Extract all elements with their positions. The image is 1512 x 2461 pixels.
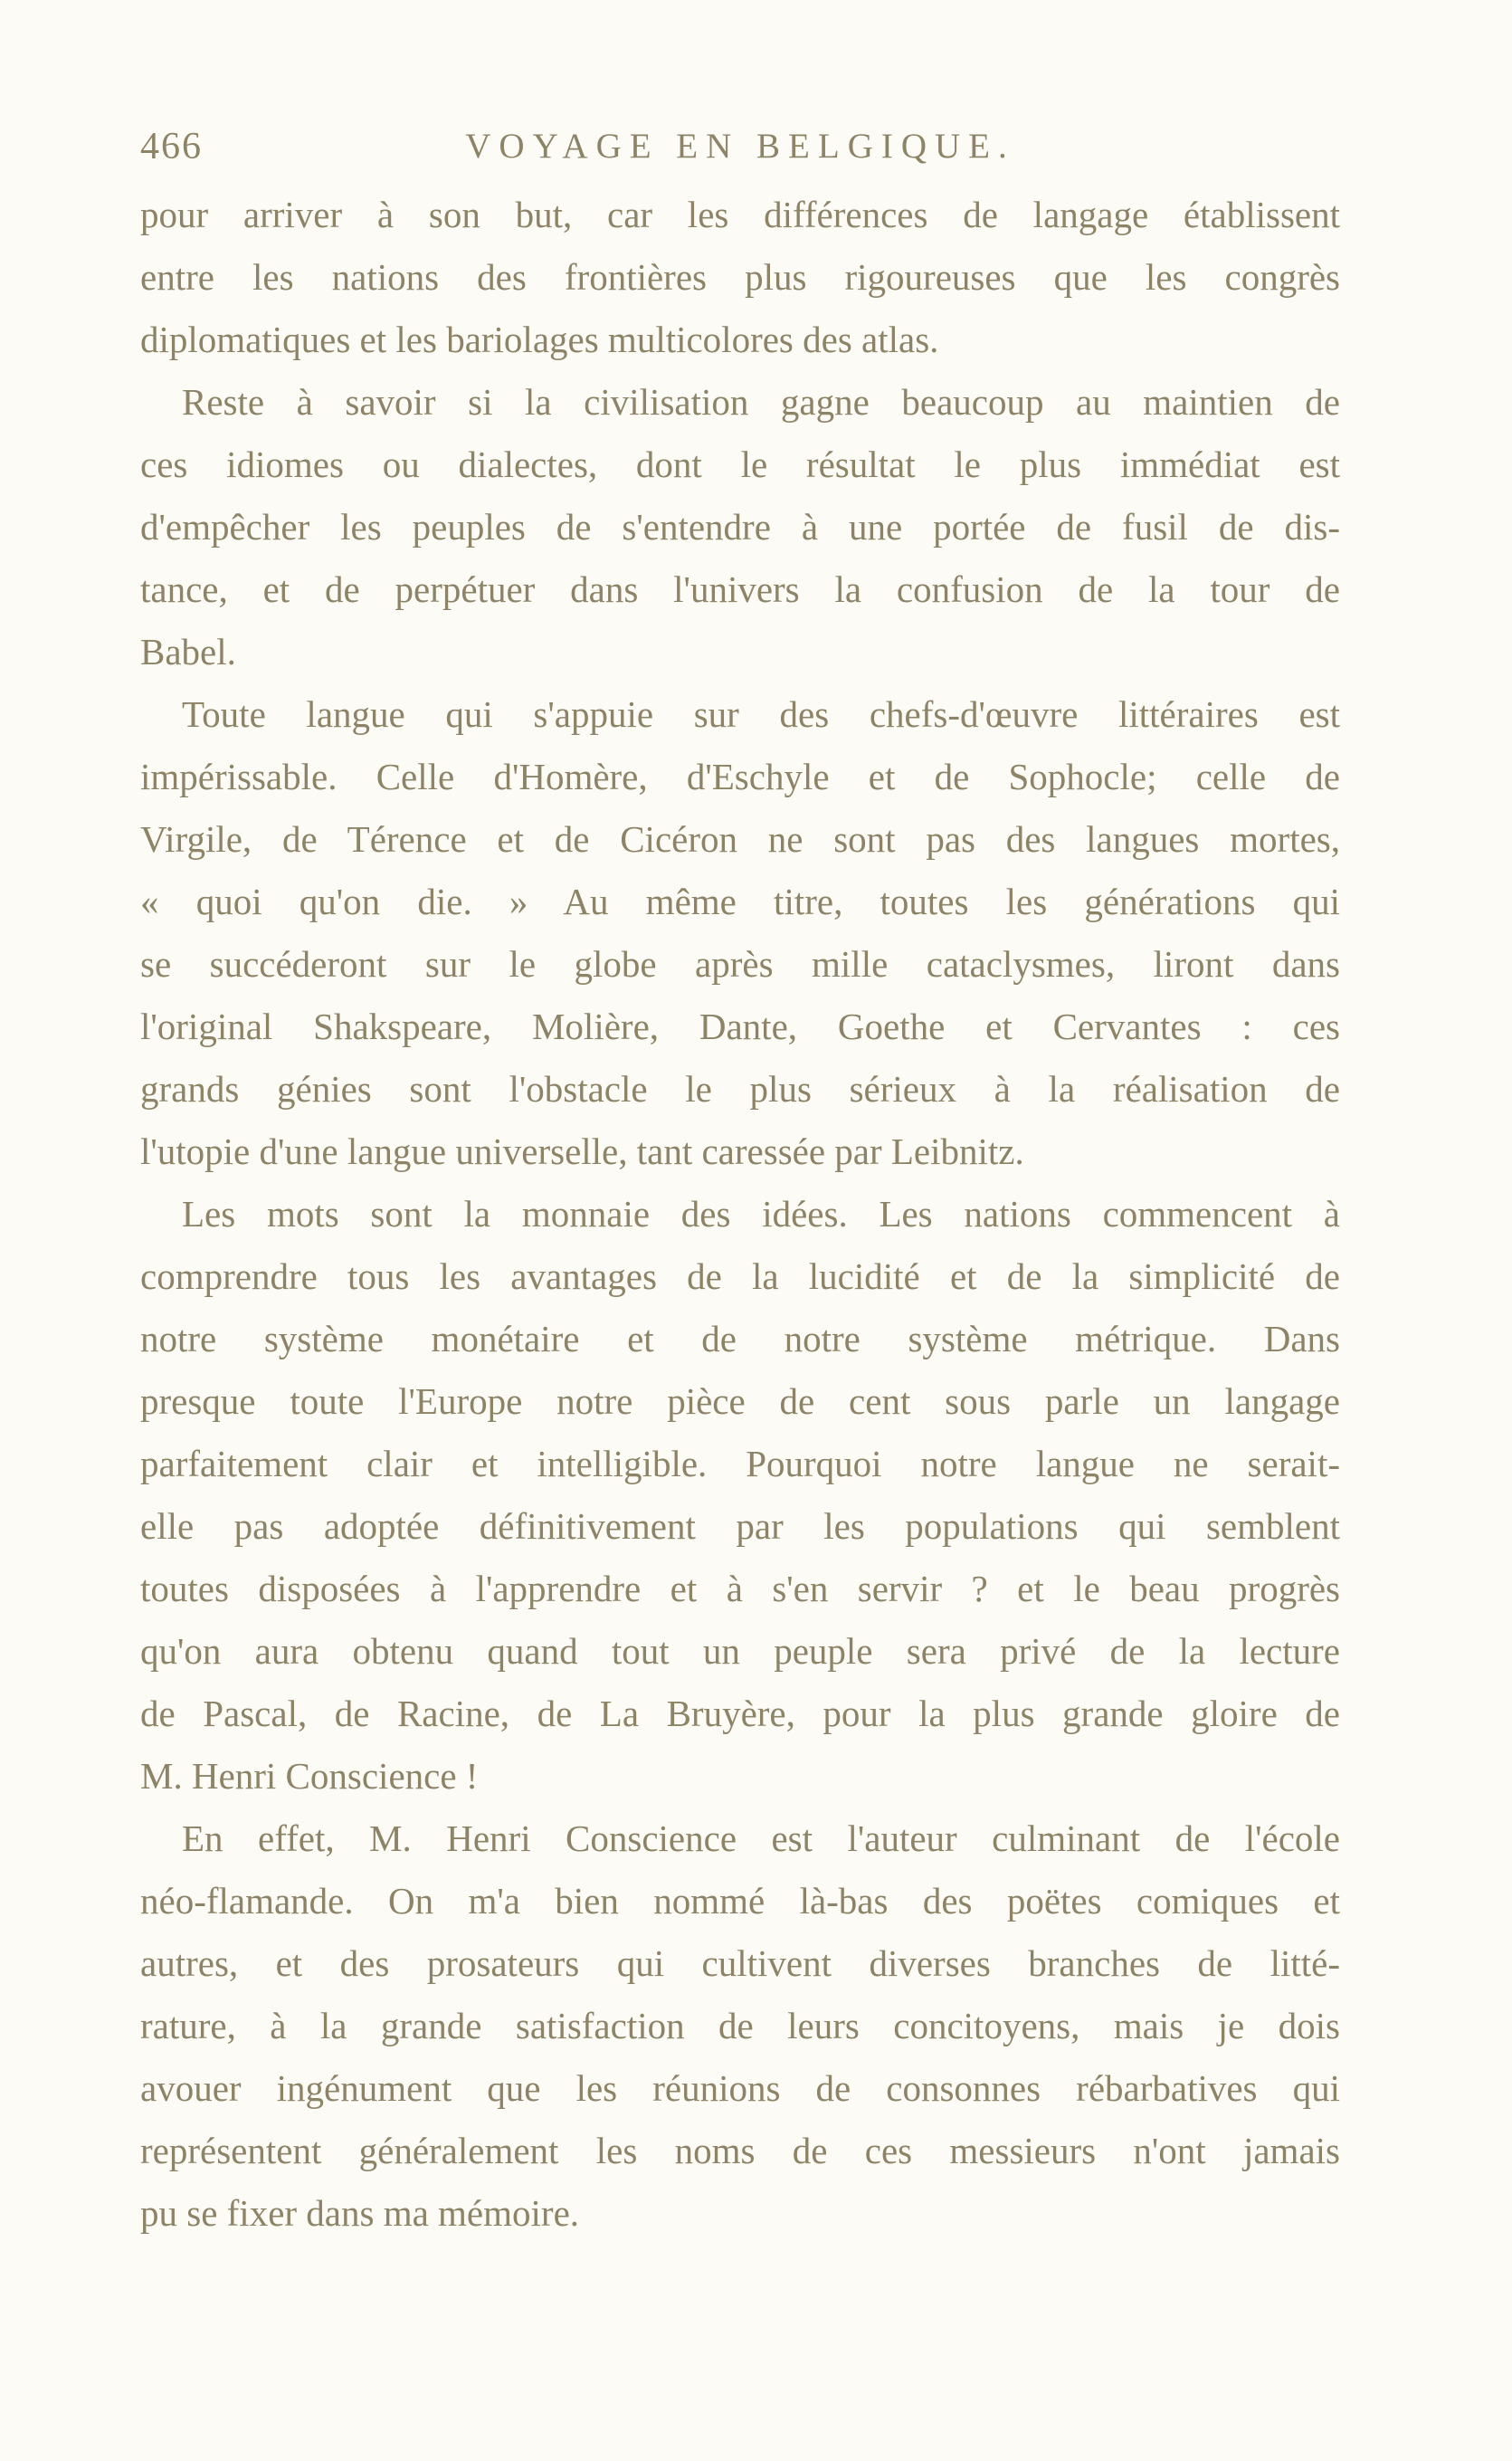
text-line: avouer ingénument que les réunions de consonnes rébarbatives qui (140, 2067, 1340, 2109)
text-line: elle pas adoptée définitivement par les populations qui semblent (140, 1505, 1340, 1547)
text-line: néo-flamande. On m'a bien nommé là-bas des poëtes comiques et (140, 1880, 1340, 1922)
page-number: 466 (140, 126, 203, 167)
text-line: l'utopie d'une langue universelle, tant caressée par Leibnitz. (140, 1130, 1024, 1172)
page-body (140, 184, 1340, 2245)
text-line: autres, et des prosateurs qui cultivent diverses branches de litté- (140, 1942, 1340, 1984)
paragraph (140, 371, 1340, 683)
text-line: rature, à la grande satisfaction de leurs concitoyens, mais je dois (140, 2005, 1340, 2046)
text-line: notre système monétaire et de notre système métrique. Dans (140, 1318, 1340, 1359)
paragraph (140, 1808, 1340, 2245)
paragraph (140, 1183, 1340, 1808)
text-line: « quoi qu'on die. » Au même titre, toutes les générations qui (140, 881, 1340, 922)
text-line: presque toute l'Europe notre pièce de cent sous parle un langage (140, 1380, 1340, 1422)
text-line: de Pascal, de Racine, de La Bruyère, pour la plus grande gloire de (140, 1693, 1340, 1734)
text-line: pour arriver à son but, car les différences de langage établissent (140, 194, 1340, 235)
paragraph (140, 184, 1340, 371)
text-line: Babel. (140, 631, 236, 672)
text-line: l'original Shakspeare, Molière, Dante, Goethe et Cervantes : ces (140, 1006, 1340, 1047)
text-line: qu'on aura obtenu quand tout un peuple sera privé de la lecture (140, 1630, 1340, 1672)
text-line: Les mots sont la monnaie des idées. Les nations commencent à (182, 1193, 1340, 1235)
text-line: M. Henri Conscience ! (140, 1755, 479, 1797)
text-line: Toute langue qui s'appuie sur des chefs-d'œuvre littéraires est (182, 693, 1340, 735)
text-line: ces idiomes ou dialectes, dont le résultat le plus immédiat est (140, 444, 1340, 485)
text-line: comprendre tous les avantages de la lucidité et de la simplicité de (140, 1255, 1340, 1297)
text-line: pu se fixer dans ma mémoire. (140, 2192, 580, 2234)
paragraph (140, 683, 1340, 1183)
text-line: diplomatiques et les bariolages multicolores des atlas. (140, 319, 939, 360)
running-header (140, 119, 1340, 174)
text-line: représentent généralement les noms de ces messieurs n'ont jamais (140, 2130, 1340, 2171)
text-line: toutes disposées à l'apprendre et à s'en servir ? et le beau progrès (140, 1568, 1340, 1609)
text-line: Reste à savoir si la civilisation gagne beaucoup au maintien de (182, 381, 1340, 423)
text-line: En effet, M. Henri Conscience est l'auteur culminant de l'école (182, 1817, 1340, 1859)
text-line: entre les nations des frontières plus rigoureuses que les congrès (140, 256, 1340, 298)
text-line: d'empêcher les peuples de s'entendre à une portée de fusil de dis- (140, 506, 1340, 548)
text-line: Virgile, de Térence et de Cicéron ne sont pas des langues mortes, (140, 818, 1340, 860)
text-line: grands génies sont l'obstacle le plus sérieux à la réalisation de (140, 1068, 1340, 1110)
running-header-title: VOYAGE EN BELGIQUE. (465, 127, 1015, 166)
text-line: parfaitement clair et intelligible. Pourquoi notre langue ne serait- (140, 1443, 1340, 1484)
text-line: se succéderont sur le globe après mille cataclysmes, liront dans (140, 943, 1340, 985)
text-line: tance, et de perpétuer dans l'univers la confusion de la tour de (140, 568, 1340, 610)
text-line: impérissable. Celle d'Homère, d'Eschyle et de Sophocle; celle de (140, 756, 1340, 797)
